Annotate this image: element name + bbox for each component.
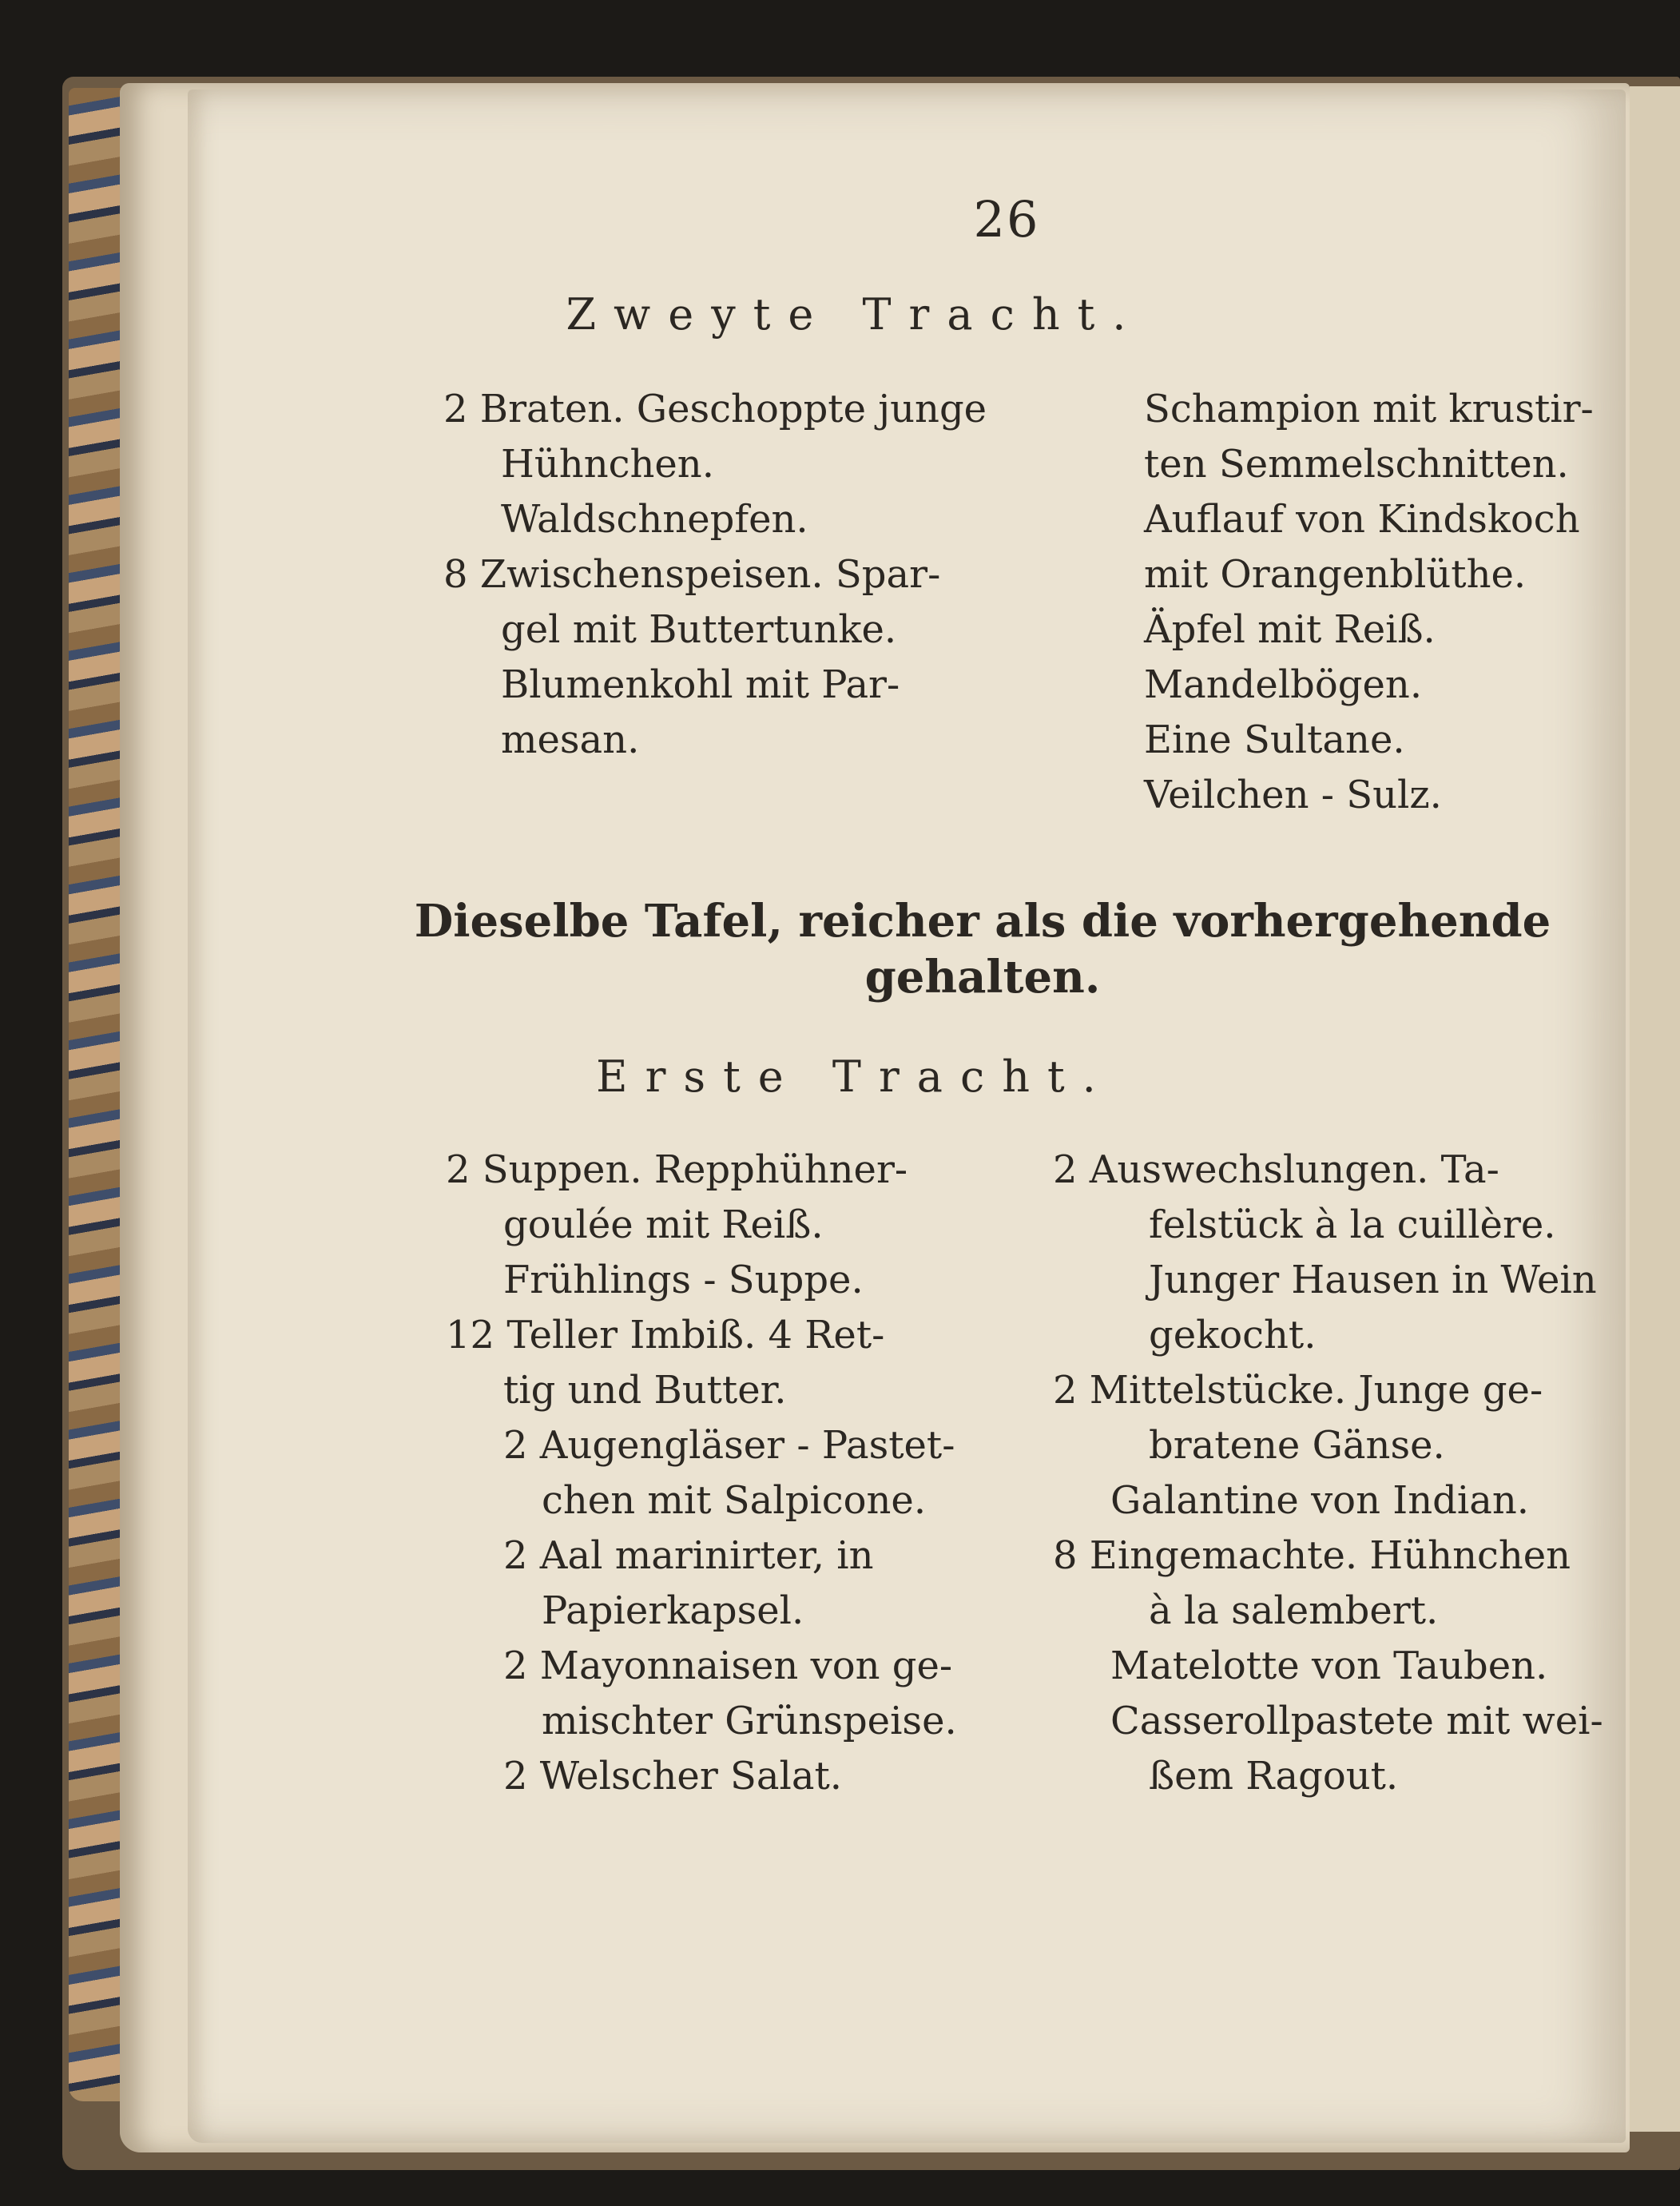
menu-line: bratene Gänse. xyxy=(1149,1423,1445,1468)
menu-line: à la salembert. xyxy=(1149,1588,1439,1633)
section-heading-zweyte-tracht: Zweyte Tracht. xyxy=(566,289,1144,340)
menu-line: 2 Suppen. Repphühner- xyxy=(446,1147,908,1192)
menu-line: tig und Butter. xyxy=(503,1368,787,1413)
marbled-cover-edge xyxy=(69,88,125,2101)
menu-line: gekocht. xyxy=(1149,1313,1317,1357)
menu-line: Frühlings - Suppe. xyxy=(503,1258,864,1302)
menu-line: Waldschnepfen. xyxy=(501,497,808,542)
menu-line: Hühnchen. xyxy=(501,442,714,487)
menu-line: 2 Mayonnaisen von ge- xyxy=(503,1644,953,1688)
menu-column-right-2 xyxy=(1053,1143,1603,1804)
menu-line: Veilchen - Sulz. xyxy=(1144,773,1442,817)
menu-line: chen mit Salpicone. xyxy=(542,1478,927,1523)
menu-line: Auflauf von Kindskoch xyxy=(1144,497,1580,542)
menu-line: Matelotte von Tauben. xyxy=(1110,1644,1548,1688)
subtitle-line: gehalten. xyxy=(864,951,1101,1004)
menu-line: Mandelbögen. xyxy=(1144,662,1423,707)
menu-line: mit Orangenblüthe. xyxy=(1144,552,1527,597)
menu-line: 2 Mittelstücke. Junge ge- xyxy=(1053,1368,1543,1413)
menu-line: gel mit Buttertunke. xyxy=(501,607,897,652)
menu-line: ßem Ragout. xyxy=(1149,1754,1399,1799)
menu-column-left-2 xyxy=(446,1143,989,1804)
menu-line: Galantine von Indian. xyxy=(1110,1478,1529,1523)
menu-column-left-1 xyxy=(443,382,987,768)
table-subtitle xyxy=(336,893,1630,1005)
menu-line: goulée mit Reiß. xyxy=(503,1202,824,1247)
menu-line: Blumenkohl mit Par- xyxy=(501,662,900,707)
menu-line: 2 Auswechslungen. Ta- xyxy=(1053,1147,1499,1192)
menu-line: mischter Grünspeise. xyxy=(542,1699,957,1743)
menu-line: felstück à la cuillère. xyxy=(1149,1202,1556,1247)
menu-line: 8 Eingemachte. Hühnchen xyxy=(1053,1533,1571,1578)
menu-line: Papierkapsel. xyxy=(542,1588,804,1633)
menu-column-right-1 xyxy=(1144,382,1594,823)
menu-line: 8 Zwischenspeisen. Spar- xyxy=(443,552,941,597)
menu-line: 12 Teller Imbiß. 4 Ret- xyxy=(446,1313,885,1357)
menu-line: Äpfel mit Reiß. xyxy=(1144,607,1436,652)
section-heading-erste-tracht: Erste Tracht. xyxy=(596,1051,1114,1102)
subtitle-line: Dieselbe Tafel, reicher als die vorhergehende xyxy=(414,895,1551,948)
menu-line: Casserollpastete mit wei- xyxy=(1110,1699,1603,1743)
menu-line: Junger Hausen in Wein xyxy=(1149,1258,1597,1302)
menu-line: Eine Sultane. xyxy=(1144,717,1405,762)
menu-line: 2 Welscher Salat. xyxy=(503,1754,843,1799)
menu-line: 2 Braten. Geschoppte junge xyxy=(443,387,987,431)
menu-line: mesan. xyxy=(501,717,640,762)
page-number: 26 xyxy=(973,190,1040,248)
menu-line: ten Semmelschnitten. xyxy=(1144,442,1569,487)
menu-line: 2 Augengläser - Pastet- xyxy=(503,1423,955,1468)
menu-line: Schampion mit krustir- xyxy=(1144,387,1594,431)
menu-line: 2 Aal marinirter, in xyxy=(503,1533,874,1578)
facing-page-edge xyxy=(1630,86,1680,2132)
